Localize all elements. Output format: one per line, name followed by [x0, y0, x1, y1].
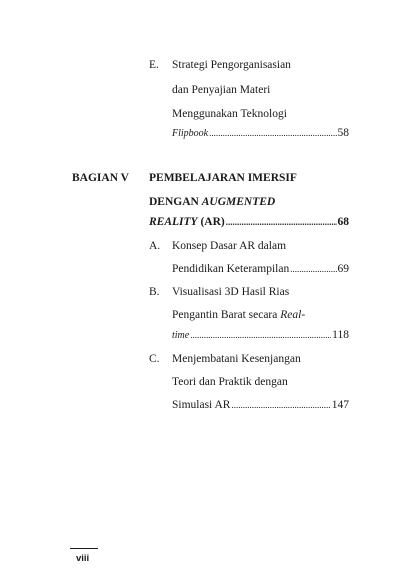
- page-number: 147: [331, 399, 349, 411]
- bagian-title-suffix: (AR): [197, 216, 225, 228]
- toc-entry-bagian[interactable]: [149, 215, 349, 229]
- folio-rule: [70, 548, 98, 549]
- toc-marker-a: A.: [149, 240, 161, 252]
- toc-item-e-line2: dan Penyajian Materi: [172, 84, 271, 96]
- bagian-title-line1: PEMBELAJARAN IMERSIF: [149, 172, 297, 184]
- page-number: 58: [337, 127, 349, 139]
- toc-entry-c[interactable]: [172, 398, 349, 412]
- toc-item-a-line2: Pendidikan Keterampilan: [172, 263, 290, 275]
- page-number: 118: [332, 329, 349, 341]
- toc-item-a-line1: Konsep Dasar AR dalam: [172, 240, 287, 252]
- bagian-title-line3: REALITY: [149, 216, 198, 228]
- page-folio: viii: [76, 553, 90, 564]
- page-number: 68: [337, 216, 349, 228]
- leader-dots: [290, 262, 336, 276]
- toc-marker-e: E.: [149, 59, 159, 71]
- bagian-label: BAGIAN V: [72, 172, 129, 184]
- leader-dots: [231, 398, 330, 412]
- toc-entry-e[interactable]: [172, 126, 349, 141]
- toc-item-e-line3: Menggunakan Teknologi: [172, 108, 287, 120]
- bagian-title-line2: DENGAN AUGMENTED: [149, 196, 276, 208]
- leader-dots: [190, 328, 331, 342]
- toc-entry-a[interactable]: [172, 262, 349, 276]
- toc-entry-b[interactable]: [172, 328, 349, 343]
- toc-item-c-line1: Menjembatani Kesenjangan: [172, 353, 301, 365]
- leader-dots: [226, 215, 337, 229]
- toc-item-b-line2: Pengantin Barat secara Real-: [172, 309, 306, 321]
- toc-marker-c: C.: [149, 353, 160, 365]
- leader-dots: [209, 126, 336, 140]
- toc-item-b-line1: Visualisasi 3D Hasil Rias: [172, 286, 290, 298]
- toc-marker-b: B.: [149, 286, 160, 298]
- toc-item-e-title-end: Flipbook: [172, 128, 209, 139]
- toc-item-c-line2: Teori dan Praktik dengan: [172, 376, 288, 388]
- toc-item-b-line3: time: [172, 330, 190, 341]
- page-number: 69: [337, 263, 349, 275]
- toc-item-e-line1: Strategi Pengorganisasian: [172, 59, 291, 71]
- toc-item-c-line3: Simulasi AR: [172, 399, 231, 411]
